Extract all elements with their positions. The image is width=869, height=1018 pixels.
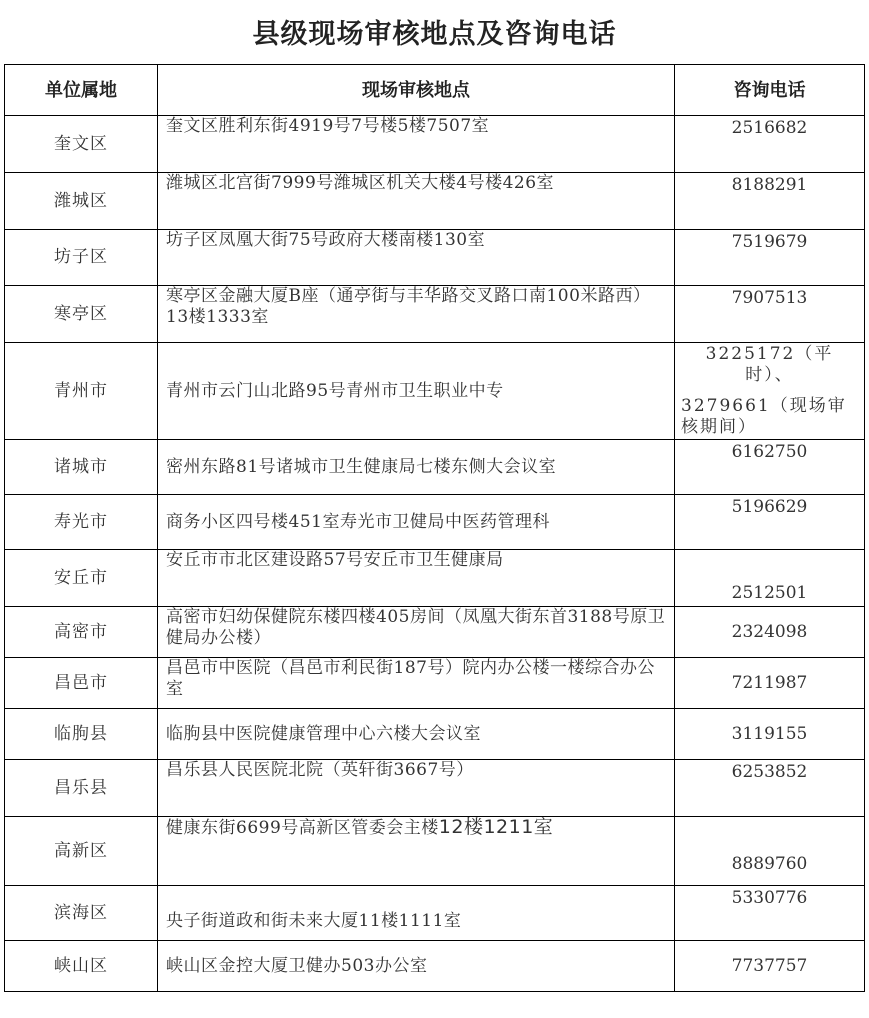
address-cell: 安丘市市北区建设路57号安丘市卫生健康局 (158, 550, 675, 607)
table-row (5, 495, 865, 550)
phone-cell: 6253852 (675, 760, 865, 817)
address-cell: 奎文区胜利东街4919号7号楼5楼7507室 (158, 116, 675, 173)
phone-cell: 7737757 (675, 941, 865, 992)
table-row (5, 173, 865, 230)
phone-cell: 7519679 (675, 230, 865, 286)
phone-cell: 2516682 (675, 116, 865, 173)
header-unit: 单位属地 (5, 65, 158, 116)
unit-cell: 寒亭区 (5, 286, 158, 343)
address-cell: 商务小区四号楼451室寿光市卫健局中医药管理科 (158, 495, 675, 550)
phone-cell: 8188291 (675, 173, 865, 230)
phone-cell: 7211987 (675, 658, 865, 709)
unit-cell: 潍城区 (5, 173, 158, 230)
header-address: 现场审核地点 (158, 65, 675, 116)
address-cell: 寒亭区金融大厦B座（通亭街与丰华路交叉路口南100米路西）13楼1333室 (158, 286, 675, 343)
unit-cell: 安丘市 (5, 550, 158, 607)
table-row (5, 286, 865, 343)
table-row (5, 440, 865, 495)
table-row (5, 760, 865, 817)
table-row (5, 658, 865, 709)
header-phone: 咨询电话 (675, 65, 865, 116)
address-cell: 峡山区金控大厦卫健办503办公室 (158, 941, 675, 992)
unit-cell: 高密市 (5, 607, 158, 658)
phone-cell: 7907513 (675, 286, 865, 343)
contact-table (4, 64, 865, 992)
table-row (5, 230, 865, 286)
unit-cell: 奎文区 (5, 116, 158, 173)
page-title: 县级现场审核地点及咨询电话 (252, 19, 617, 50)
address-cell: 密州东路81号诸城市卫生健康局七楼东侧大会议室 (158, 440, 675, 495)
unit-cell: 诸城市 (5, 440, 158, 495)
address-cell: 昌邑市中医院（昌邑市利民街187号）院内办公楼一楼综合办公室 (158, 658, 675, 709)
address-cell: 青州市云门山北路95号青州市卫生职业中专 (158, 343, 675, 440)
table-row (5, 941, 865, 992)
phone-line: 3279661（现场审核期间） (681, 396, 847, 437)
unit-cell: 昌邑市 (5, 658, 158, 709)
phone-cell: 5196629 (675, 495, 865, 550)
phone-cell: 8889760 (675, 817, 865, 886)
unit-cell: 寿光市 (5, 495, 158, 550)
address-cell: 高密市妇幼保健院东楼四楼405房间（凤凰大街东首3188号原卫健局办公楼） (158, 607, 675, 658)
address-cell (158, 817, 675, 886)
table-header-row (5, 65, 865, 116)
phone-cell (675, 343, 865, 440)
phone-cell: 3119155 (675, 709, 865, 760)
phone-line: 3225172（平时）、 (705, 344, 834, 385)
unit-cell: 高新区 (5, 817, 158, 886)
unit-cell: 坊子区 (5, 230, 158, 286)
unit-cell: 滨海区 (5, 886, 158, 941)
address-cell: 坊子区凤凰大街75号政府大楼南楼130室 (158, 230, 675, 286)
table-row (5, 550, 865, 607)
address-text: 健康东街6699号高新区管委会主楼 (166, 818, 439, 838)
phone-cell: 6162750 (675, 440, 865, 495)
table-row (5, 886, 865, 941)
unit-cell: 峡山区 (5, 941, 158, 992)
address-cell: 临朐县中医院健康管理中心六楼大会议室 (158, 709, 675, 760)
table-row (5, 116, 865, 173)
table-row (5, 709, 865, 760)
unit-cell: 临朐县 (5, 709, 158, 760)
phone-cell: 5330776 (675, 886, 865, 941)
address-suffix: 12楼1211室 (438, 816, 554, 838)
table-row (5, 343, 865, 440)
unit-cell: 昌乐县 (5, 760, 158, 817)
address-cell: 昌乐县人民医院北院（英轩街3667号） (158, 760, 675, 817)
table-row (5, 817, 865, 886)
phone-cell: 2512501 (675, 550, 865, 607)
table-row (5, 607, 865, 658)
address-cell: 潍城区北宫街7999号潍城区机关大楼4号楼426室 (158, 173, 675, 230)
phone-cell: 2324098 (675, 607, 865, 658)
address-cell: 央子街道政和街未来大厦11楼1111室 (158, 886, 675, 941)
unit-cell: 青州市 (5, 343, 158, 440)
